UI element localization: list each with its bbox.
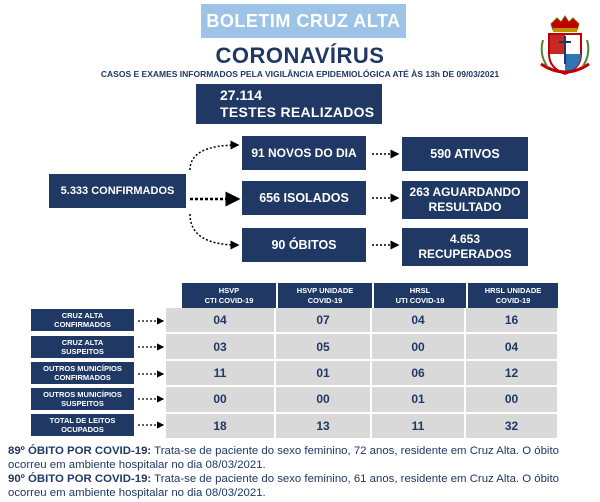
note-prefix: 89º ÓBITO POR COVID-19: [8, 445, 152, 457]
header-line2: COVID-19 [307, 295, 343, 305]
active-card: 590 ATIVOS [402, 137, 528, 171]
table-cell: 03 [166, 334, 276, 360]
awaiting-results-card: 263 AGUARDANDO RESULTADO [402, 181, 528, 219]
header-line1: HSVP UNIDADE [296, 285, 354, 295]
death-note-89 [8, 444, 593, 472]
table-cell: 04 [372, 308, 466, 334]
row-label-line1: OUTROS MUNICÍPIOS [43, 364, 122, 373]
note-text: Trata-se de paciente do sexo feminino, 61 anos, residente em Cruz Alta. O óbito ocorreu em ambiente hospitalar no dia 08/03/2021. [8, 473, 559, 499]
deaths-card: 90 ÓBITOS [242, 228, 366, 262]
table-cell: 13 [276, 414, 372, 440]
table-header-hsvp-unidade [278, 283, 372, 308]
table-cell: 04 [166, 308, 276, 334]
isolated-card: 656 ISOLADOS [242, 181, 366, 215]
page-title: CORONAVÍRUS [215, 43, 385, 68]
header-line1: HSVP [218, 285, 240, 295]
recovered-card: 4.653 RECUPERADOS [402, 228, 528, 266]
tests-label: TESTES REALIZADOS [220, 104, 375, 120]
table-cell: 16 [466, 308, 559, 334]
header-line1: HRSL [409, 285, 431, 295]
row-label-line1: TOTAL DE LEITOS [49, 416, 116, 425]
row-label-line1: OUTROS MUNICÍPIOS [43, 390, 122, 399]
row-label-line1: CRUZ ALTA [61, 338, 104, 347]
table-cell: 00 [466, 387, 559, 413]
row-label-total-leitos [31, 414, 134, 436]
row-label-outros-confirmados [31, 362, 134, 384]
table-cell: 12 [466, 361, 559, 387]
row-label-cruz-alta-suspeitos [31, 336, 134, 358]
note-prefix: 90º ÓBITO POR COVID-19: [8, 473, 152, 485]
table-cell: 07 [276, 308, 372, 334]
page-subtitle: CASOS E EXAMES INFORMADOS PELA VIGILÂNCIA EPIDEMIOLÓGICA ATÉ ÀS 13h DE 09/03/2021 [100, 69, 500, 79]
row-label-line2: SUSPEITOS [61, 347, 104, 356]
occupancy-table [166, 308, 559, 440]
table-cell: 01 [276, 361, 372, 387]
row-label-cruz-alta-confirmados [31, 309, 134, 331]
confirmed-card: 5.333 CONFIRMADOS [49, 174, 186, 208]
header-line2: CTI COVID-19 [204, 295, 254, 305]
table-cell: 00 [166, 387, 276, 413]
table-cell: 04 [466, 334, 559, 360]
table-cell: 01 [372, 387, 466, 413]
bulletin-banner: BOLETIM CRUZ ALTA [201, 4, 406, 38]
table-cell: 00 [372, 334, 466, 360]
new-cases-card: 91 NOVOS DO DIA [242, 136, 366, 170]
header-line2: UTI COVID-19 [395, 295, 445, 305]
note-text: Trata-se de paciente do sexo feminino, 72 anos, residente em Cruz Alta. O óbito ocorreu em ambiente hospitalar no dia 08/03/2021. [8, 445, 559, 471]
death-note-90 [8, 472, 593, 500]
row-label-line2: OCUPADOS [61, 425, 104, 434]
table-cell: 32 [466, 414, 559, 440]
table-header-hrsl-unidade [468, 283, 558, 308]
row-label-outros-suspeitos [31, 388, 134, 410]
tests-count: 27.114 [220, 87, 263, 103]
table-header-hrsl-uti [374, 283, 466, 308]
row-label-line2: CONFIRMADOS [54, 373, 111, 382]
row-label-line2: CONFIRMADOS [54, 320, 111, 329]
table-cell: 18 [166, 414, 276, 440]
header-line1: HRSL UNIDADE [484, 285, 542, 295]
table-cell: 11 [166, 361, 276, 387]
table-header-hsvp-cti [182, 283, 276, 308]
row-label-line1: CRUZ ALTA [61, 311, 104, 320]
table-cell: 05 [276, 334, 372, 360]
table-cell: 11 [372, 414, 466, 440]
table-cell: 06 [372, 361, 466, 387]
table-cell: 00 [276, 387, 372, 413]
row-label-line2: SUSPEITOS [61, 399, 104, 408]
header-line2: COVID-19 [495, 295, 531, 305]
